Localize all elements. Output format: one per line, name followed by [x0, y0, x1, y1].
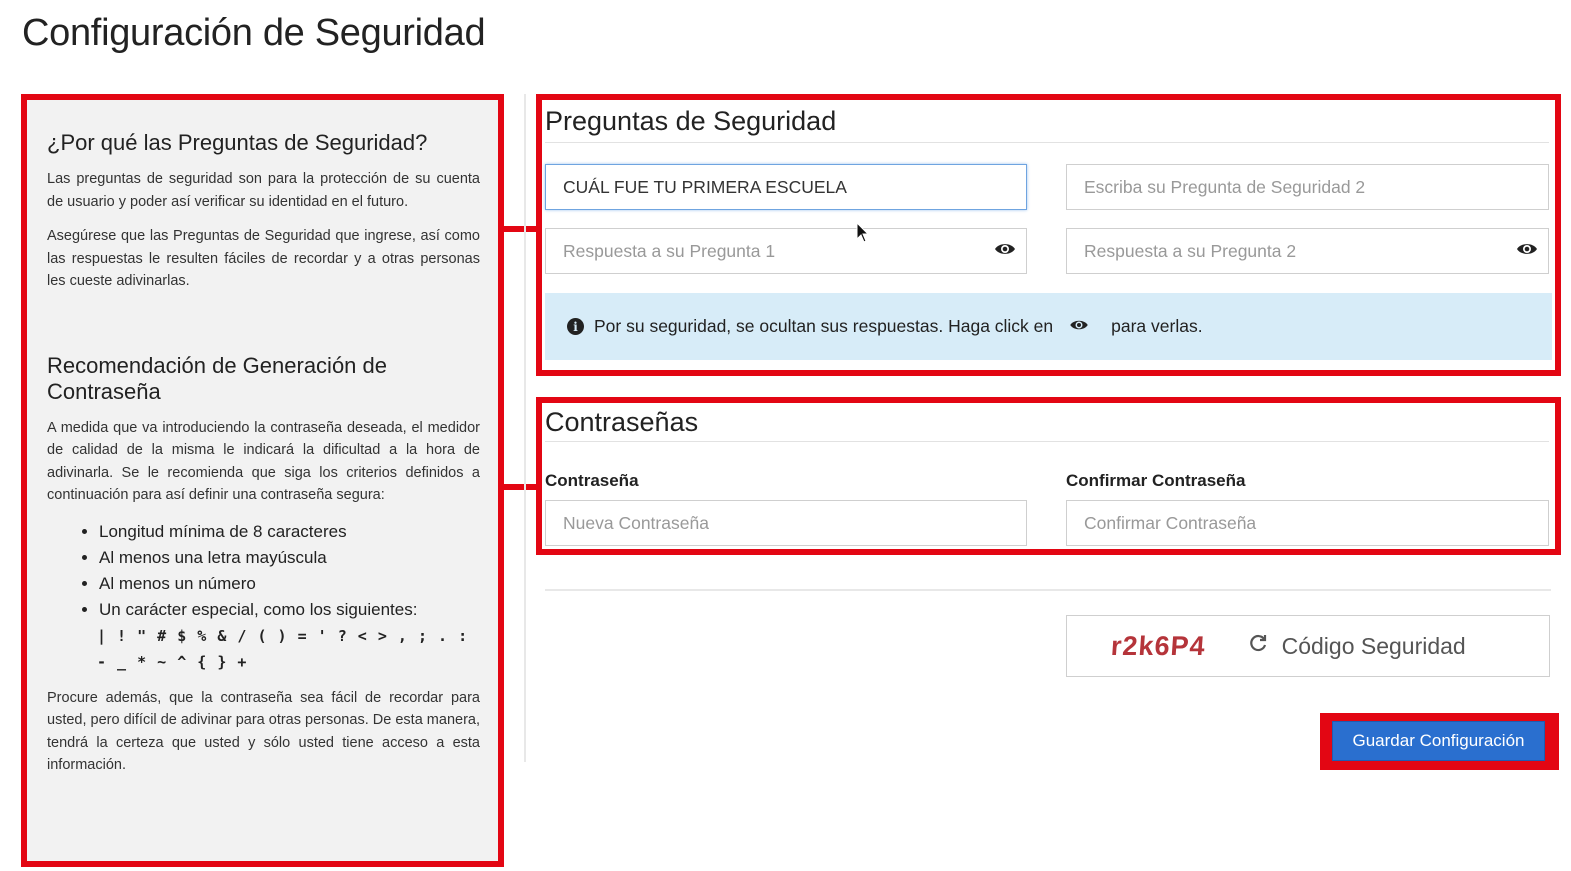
save-configuration-button[interactable]: Guardar Configuración — [1332, 721, 1545, 761]
highlight-connector — [504, 226, 538, 232]
answer-1-input[interactable] — [545, 228, 1027, 274]
security-question-2-input[interactable] — [1066, 164, 1549, 210]
confirm-password-input[interactable] — [1066, 500, 1549, 546]
info-icon: i — [567, 318, 584, 335]
answer-2-input[interactable] — [1066, 228, 1549, 274]
form-divider — [545, 589, 1551, 591]
criteria-item: • Al menos un número — [99, 571, 480, 597]
security-question-1-value: CUÁL FUE TU PRIMERA ESCUELA — [563, 176, 847, 197]
alert-text-after: para verlas. — [1111, 316, 1203, 336]
why-questions-paragraph-1: Las preguntas de seguridad son para la protección de su cuenta de usuario y poder así verificar su identidad en el futuro. — [47, 171, 480, 210]
passwords-section — [536, 397, 1561, 555]
criteria-item: • Un carácter especial, como los siguientes: — [99, 597, 480, 623]
security-question-2-placeholder: Escriba su Pregunta de Seguridad 2 — [1084, 176, 1366, 197]
criteria-item: • Longitud mínima de 8 caracteres — [99, 519, 480, 545]
eye-icon[interactable] — [994, 241, 1016, 262]
special-characters: | ! " # $ % & / ( ) = ' ? < > , ; . : - _ * ~ ^ { } + — [97, 626, 469, 671]
answer-1-placeholder: Respuesta a su Pregunta 1 — [563, 240, 776, 261]
password-criteria-list — [99, 519, 480, 623]
why-questions-heading: ¿Por qué las Preguntas de Seguridad? — [47, 130, 428, 155]
password-recommendation-heading: Recomendación de Generación de Contraseña — [47, 352, 388, 404]
page-title: Configuración de Seguridad — [22, 12, 486, 54]
security-questions-heading: Preguntas de Seguridad — [545, 106, 837, 136]
new-password-input[interactable] — [545, 500, 1027, 546]
mouse-cursor-icon — [856, 222, 870, 249]
eye-icon[interactable] — [1516, 241, 1538, 262]
save-button-highlight — [1320, 713, 1559, 770]
column-divider — [524, 94, 526, 762]
password-recommendation-paragraph: A medida que va introduciendo la contraseña deseada, el medidor de calidad de la misma le indicará la dificultad a la hora de adivinarla. Se le recomienda que siga los criterios definidos a continuación para así definir una contraseña segura: — [47, 419, 480, 503]
answer-2-placeholder: Respuesta a su Pregunta 2 — [1084, 240, 1297, 261]
security-question-1-input[interactable] — [545, 164, 1027, 210]
confirm-password-label: Confirmar Contraseña — [1066, 471, 1246, 490]
security-code-placeholder: Código Seguridad — [1281, 632, 1466, 659]
eye-icon — [1069, 316, 1089, 337]
security-questions-section — [536, 94, 1561, 376]
refresh-icon[interactable] — [1248, 633, 1268, 659]
criteria-item: • Al menos una letra mayúscula — [99, 545, 480, 571]
info-panel — [21, 94, 504, 867]
passwords-heading: Contraseñas — [545, 407, 699, 437]
captcha-image: r2k6P4 — [1109, 630, 1207, 661]
security-code-input[interactable] — [1066, 615, 1550, 677]
section-divider — [545, 142, 1549, 143]
section-divider — [545, 441, 1549, 442]
alert-text-before: Por su seguridad, se ocultan sus respuestas. Haga click en — [594, 316, 1054, 336]
new-password-placeholder: Nueva Contraseña — [563, 512, 709, 533]
password-closing-paragraph: Procure además, que la contraseña sea fácil de recordar para usted, pero difícil de adivinar para otras personas. De esta manera, tendrá la certeza que usted y sólo usted tiene acceso a esta información. — [47, 689, 480, 773]
password-label: Contraseña — [545, 471, 639, 490]
confirm-password-placeholder: Confirmar Contraseña — [1084, 512, 1257, 533]
why-questions-paragraph-2: Asegúrese que las Preguntas de Seguridad que ingrese, así como las respuestas le resulten fáciles de recordar y a otras personas les cueste adivinarlas. — [47, 228, 480, 289]
highlight-connector — [504, 484, 538, 490]
hidden-answers-alert — [545, 293, 1552, 360]
